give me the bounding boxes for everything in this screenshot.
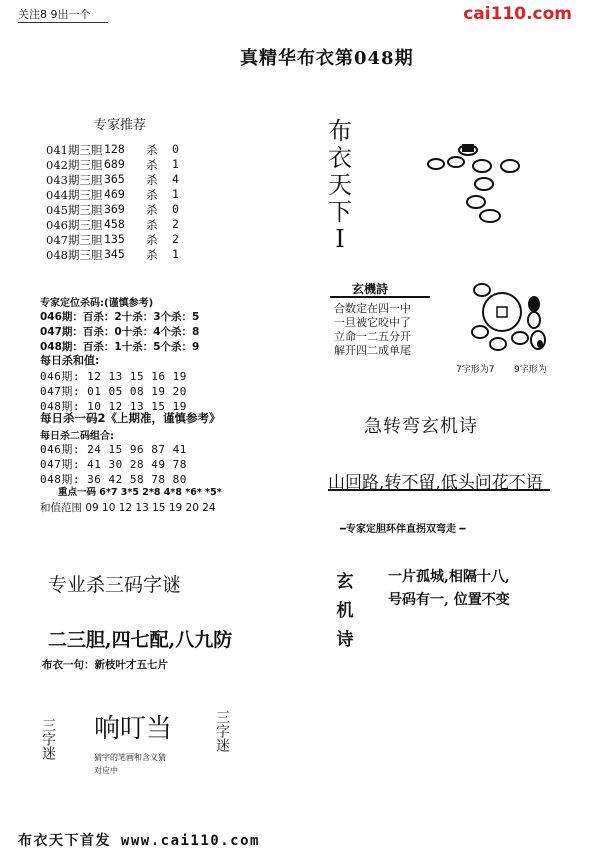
riddle-poem-title: 急转弯玄机诗: [364, 416, 478, 437]
sanzi-note: 对应中: [94, 766, 118, 775]
buyi-char: 下: [328, 198, 352, 226]
kill-label: 杀: [146, 233, 158, 247]
riddle-poem-line: 山回路,转不留,低头问花不语: [328, 473, 543, 493]
expert-dan-line: ━专家定胆环伴直拐双弯走 ━: [340, 524, 466, 535]
nine-shape-label: 9字形为: [514, 365, 547, 375]
position-row: 048期：百杀：1十杀：5个杀：9: [40, 341, 200, 353]
recommend-row: [46, 157, 179, 172]
buyi-vertical-title: [326, 118, 354, 253]
kill-value: 2: [172, 232, 179, 246]
sanzi-note: 猜字的笔画和含义猜: [94, 753, 166, 762]
period: 041期三胆: [46, 143, 103, 157]
two-code-row: 047期: 41 30 28 49 78: [40, 458, 187, 471]
xuanji-vertical-label: [334, 568, 356, 655]
kill-label: 杀: [146, 188, 158, 202]
seven-shape-label: 7字形为7: [456, 365, 495, 375]
recommend-row: [46, 247, 179, 262]
kill-label: 杀: [146, 158, 158, 172]
logo-text: cai110.com: [463, 4, 572, 24]
nums: 469: [104, 187, 125, 201]
nums: 135: [104, 232, 125, 246]
kill-label: 杀: [146, 173, 158, 187]
xuanji-line: 合数定在四一中: [334, 302, 411, 315]
buyi-char: I: [335, 225, 345, 253]
two-code-list: [40, 441, 187, 486]
riddle-poem-underline: [328, 489, 550, 491]
sum-row: 048期: 10 12 13 15 19: [40, 400, 187, 413]
kill-label: 杀: [146, 248, 158, 262]
xuanji-poem: [334, 300, 411, 356]
seven-figure-icon: [420, 140, 530, 230]
buyi-char: 天: [328, 171, 352, 199]
position-heading: 专家定位杀码:(谨慎参考): [40, 298, 154, 309]
recommend-list: [46, 142, 179, 262]
kill-value: 0: [172, 202, 179, 216]
position-row: 047期：百杀：0十杀：4个杀：8: [40, 326, 200, 338]
key-code-line: 重点一码 6*7 3*5 2*8 4*8 *6* *5*: [58, 487, 222, 498]
kill-value: 1: [172, 157, 179, 171]
period: 044期三胆: [46, 188, 103, 202]
recommend-row: [46, 172, 179, 187]
nums: 128: [104, 142, 125, 156]
xuanji-poem-line: 一片孤城,相隔十八,: [388, 569, 510, 585]
position-list: [40, 309, 199, 354]
period: 043期三胆: [46, 173, 103, 187]
nums: 365: [104, 172, 125, 186]
recommend-row: [46, 232, 179, 247]
buyi-char: 衣: [328, 144, 352, 172]
recommend-row: [46, 217, 179, 232]
page-title: 真精华布衣第048期: [240, 48, 414, 69]
nums: 689: [104, 157, 125, 171]
kill-value: 1: [172, 187, 179, 201]
kill-value: 4: [172, 172, 179, 186]
two-code-row: 046期: 24 15 96 87 41: [40, 443, 187, 456]
nums: 345: [104, 247, 125, 261]
sanzi-word: 响叮当: [94, 714, 173, 744]
site-logo[interactable]: [463, 4, 572, 24]
sum-row: 046期: 12 13 15 16 19: [40, 370, 187, 383]
kill-value: 2: [172, 217, 179, 231]
top-note-underline: [18, 22, 108, 23]
period: 042期三胆: [46, 158, 103, 172]
sanzi-label-left: 三字迷: [40, 718, 56, 760]
kill-riddle-title: 专业杀三码字谜: [48, 574, 182, 596]
two-code-row: 048期: 36 42 58 78 80: [40, 473, 187, 486]
kill-value: 0: [172, 142, 179, 156]
period: 047期三胆: [46, 233, 103, 247]
xuanji-line: 立命一二五分开: [334, 330, 411, 343]
period: 045期三胆: [46, 203, 103, 217]
coin-circle-icon: [462, 282, 554, 360]
recommend-row: [46, 202, 179, 217]
footer-text[interactable]: 布衣天下首发 www.cai110.com: [18, 833, 260, 849]
sum-range-line: 和值范围 09 10 12 13 15 19 20 24: [40, 502, 216, 514]
xuanji-heading: 玄機詩: [352, 282, 389, 296]
sanzi-label-right: 三字迷: [214, 710, 230, 752]
kill-label: 杀: [146, 143, 158, 157]
daily-heading: 每日杀一码2《上期准，谨慎参考》: [40, 411, 221, 425]
xuanji-poem-line: 号码有一, 位置不变: [388, 592, 510, 608]
kill-value: 1: [172, 247, 179, 261]
xuanji-char: 诗: [336, 630, 354, 650]
period: 048期三胆: [46, 248, 103, 262]
xuanji-line: 解开四二成单尾: [334, 344, 411, 357]
xuanji-line: 一旦被它咬中了: [334, 316, 411, 329]
sum-heading: 每日杀和值:: [40, 354, 100, 367]
kill-label: 杀: [146, 218, 158, 232]
two-code-heading: 每日杀二码组合:: [40, 431, 114, 442]
period: 046期三胆: [46, 218, 103, 232]
xuanji-divider: [330, 296, 430, 298]
recommend-heading: 专家推荐: [94, 118, 147, 133]
sum-list: [40, 368, 187, 413]
xuanji-char: 玄: [336, 572, 354, 592]
kill-label: 杀: [146, 203, 158, 217]
nums: 369: [104, 202, 125, 216]
recommend-row: [46, 187, 179, 202]
buyi-one-line: 布衣一句：新枝叶才五七片: [42, 659, 168, 671]
xuanji-char: 机: [336, 601, 354, 621]
nums: 458: [104, 217, 125, 231]
top-note: 关注8 9出一个: [18, 8, 91, 21]
kill-riddle-text: 二三胆,四七配,八九防: [48, 629, 233, 651]
recommend-row: [46, 142, 179, 157]
position-row: 046期：百杀：2十杀：3个杀：5: [40, 311, 200, 323]
buyi-char: 布: [328, 117, 352, 145]
sum-row: 047期: 01 05 08 19 20: [40, 385, 187, 398]
